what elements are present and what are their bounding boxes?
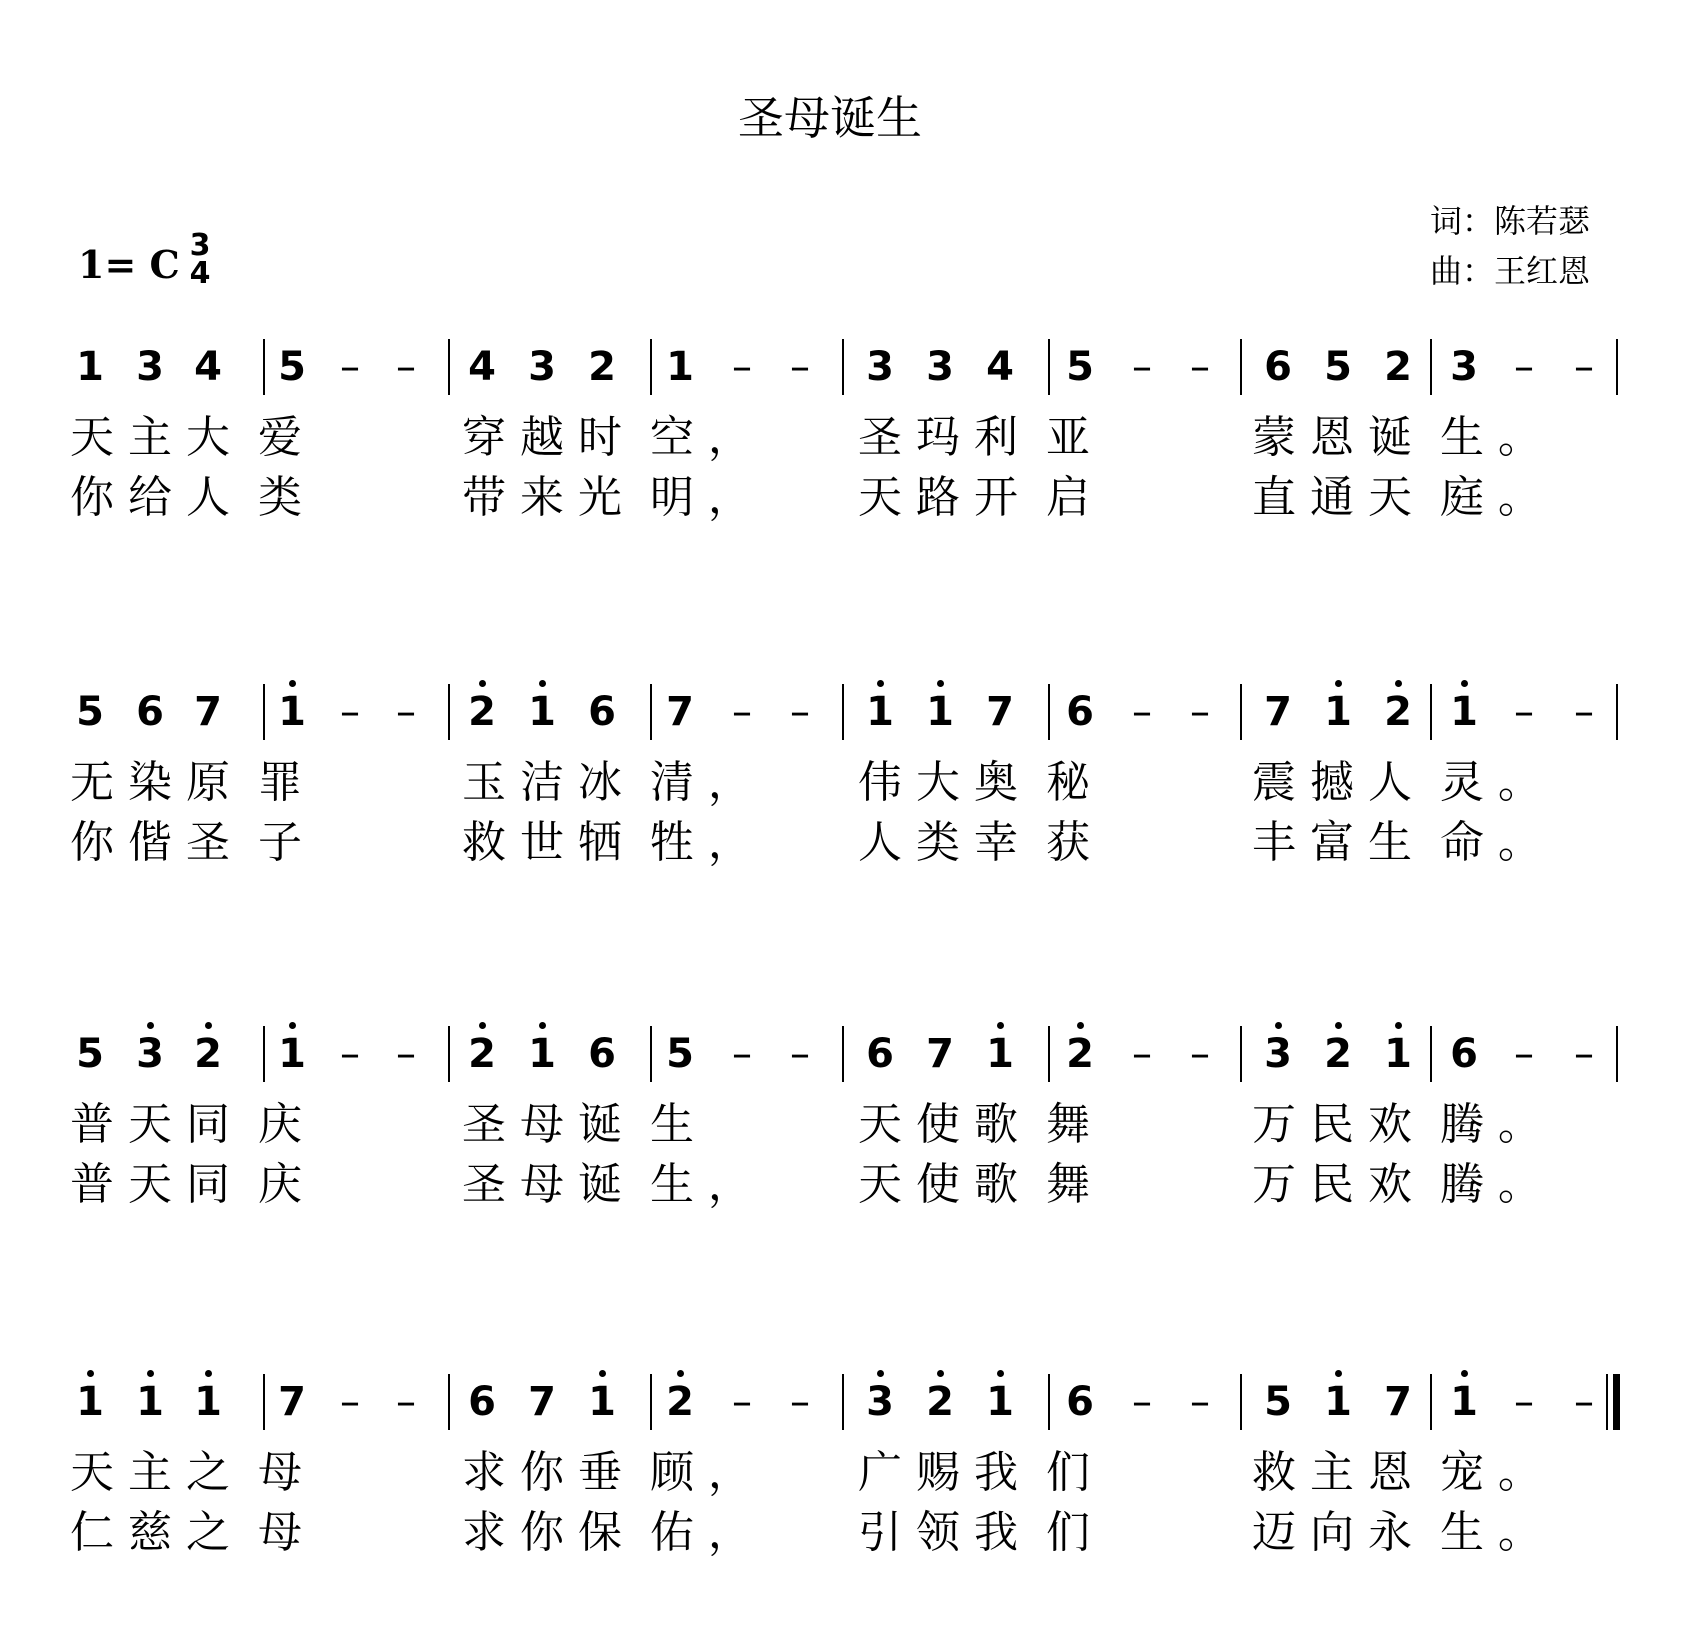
note: 1 xyxy=(1442,1372,1486,1432)
song-title: 圣母诞生 xyxy=(738,91,922,145)
note-extension: – xyxy=(732,689,752,735)
note-extension: – xyxy=(1514,1379,1534,1425)
octave-dot xyxy=(1077,1022,1084,1029)
octave-dot xyxy=(677,1370,684,1377)
note: 2 xyxy=(588,344,616,390)
note: 3 xyxy=(136,344,164,390)
note-extension: – xyxy=(1574,689,1594,735)
barline xyxy=(1616,684,1618,740)
note: 3 xyxy=(858,1372,902,1432)
lyric-phrase: 天 主 大 爱 xyxy=(70,412,302,463)
note-extension: – xyxy=(1190,344,1210,390)
barline xyxy=(1048,1026,1050,1082)
note: 1 xyxy=(520,1024,564,1084)
note-extension: – xyxy=(1514,689,1534,735)
octave-dot xyxy=(1335,680,1342,687)
note: 5 xyxy=(278,344,306,390)
barline xyxy=(842,1374,844,1430)
octave-dot xyxy=(1335,1022,1342,1029)
octave-dot xyxy=(539,680,546,687)
octave-dot xyxy=(87,1370,94,1377)
lyric-phrase: 天 路 开 启 xyxy=(858,472,1090,523)
note-extension: – xyxy=(1132,1031,1152,1077)
barline xyxy=(1240,339,1242,395)
barline xyxy=(448,1374,450,1430)
barline xyxy=(263,684,265,740)
music-system-1 xyxy=(0,337,1686,397)
note-extension: – xyxy=(790,1379,810,1425)
barline xyxy=(1240,1374,1242,1430)
time-signature-numerator: 3 xyxy=(189,228,211,263)
octave-dot xyxy=(937,1370,944,1377)
barline xyxy=(842,339,844,395)
note-extension: – xyxy=(1132,689,1152,735)
octave-dot xyxy=(1275,1022,1282,1029)
lyric-line-verse-1 xyxy=(0,412,1686,464)
note-extension: – xyxy=(1132,1379,1152,1425)
note: 1 xyxy=(1376,1024,1420,1084)
note: 7 xyxy=(1264,689,1292,735)
lyric-phrase: 救 世 牺 牲 ， xyxy=(462,817,752,868)
octave-dot xyxy=(289,1022,296,1029)
lyric-line-verse-2 xyxy=(0,1159,1686,1211)
note-extension: – xyxy=(1190,689,1210,735)
note: 2 xyxy=(918,1372,962,1432)
octave-dot xyxy=(1395,680,1402,687)
note-extension: – xyxy=(1574,1031,1594,1077)
note: 1 xyxy=(76,344,104,390)
lyric-phrase: 伟 大 奥 秘 xyxy=(858,757,1090,808)
lyric-line-verse-1 xyxy=(0,1447,1686,1499)
note: 7 xyxy=(666,689,694,735)
barline xyxy=(1430,684,1432,740)
barline xyxy=(448,1026,450,1082)
octave-dot xyxy=(877,680,884,687)
note: 1 xyxy=(68,1372,112,1432)
note: 1 xyxy=(1316,1372,1360,1432)
lyric-phrase: 万 民 欢 腾 。 xyxy=(1252,1099,1542,1150)
note: 1 xyxy=(270,682,314,742)
lyric-phrase: 求 你 保 佑 ， xyxy=(462,1507,752,1558)
note: 4 xyxy=(194,344,222,390)
octave-dot xyxy=(937,680,944,687)
lyricist-credit: 词：陈若瑟 xyxy=(1430,202,1591,240)
time-signature-denominator: 4 xyxy=(189,256,211,291)
note-extension: – xyxy=(1514,344,1534,390)
octave-dot xyxy=(289,680,296,687)
note: 7 xyxy=(926,1031,954,1077)
note: 3 xyxy=(1450,344,1478,390)
lyric-phrase: 震 撼 人 灵 。 xyxy=(1252,757,1542,808)
note: 7 xyxy=(194,689,222,735)
octave-dot xyxy=(479,1022,486,1029)
lyric-phrase: 广 赐 我 们 xyxy=(858,1447,1090,1498)
lyric-line-verse-1 xyxy=(0,1099,1686,1151)
lyric-phrase: 普 天 同 庆 xyxy=(70,1099,302,1150)
note: 1 xyxy=(978,1024,1022,1084)
key-signature: 1= C xyxy=(78,242,180,287)
octave-dot xyxy=(997,1370,1004,1377)
lyric-phrase: 圣 玛 利 亚 xyxy=(858,412,1090,463)
lyric-phrase: 丰 富 生 命 。 xyxy=(1252,817,1542,868)
note: 6 xyxy=(1450,1031,1478,1077)
final-barline-thick xyxy=(1613,1374,1620,1430)
note: 5 xyxy=(1264,1379,1292,1425)
note-extension: – xyxy=(732,1031,752,1077)
lyric-phrase: 穿 越 时 空 ， xyxy=(462,412,752,463)
octave-dot xyxy=(539,1022,546,1029)
note: 1 xyxy=(580,1372,624,1432)
final-barline-thin xyxy=(1606,1374,1608,1430)
barline xyxy=(650,684,652,740)
barline xyxy=(842,1026,844,1082)
lyric-phrase: 天 使 歌 舞 xyxy=(858,1159,1090,1210)
note: 6 xyxy=(1066,689,1094,735)
note-extension: – xyxy=(1190,1379,1210,1425)
note-extension: – xyxy=(790,1031,810,1077)
note-extension: – xyxy=(340,344,360,390)
lyric-phrase: 救 主 恩 宠 。 xyxy=(1252,1447,1542,1498)
lyric-phrase: 圣 母 诞 生 ， xyxy=(462,1159,752,1210)
note-extension: – xyxy=(1574,344,1594,390)
lyric-phrase: 玉 洁 冰 清 ， xyxy=(462,757,752,808)
note-extension: – xyxy=(1574,1379,1594,1425)
lyric-phrase: 迈 向 永 生 。 xyxy=(1252,1507,1542,1558)
barline xyxy=(1430,1026,1432,1082)
music-system-4 xyxy=(0,1372,1686,1432)
lyric-phrase: 蒙 恩 诞 生 。 xyxy=(1252,412,1542,463)
note: 2 xyxy=(1058,1024,1102,1084)
lyric-phrase: 引 领 我 们 xyxy=(858,1507,1090,1558)
note: 1 xyxy=(978,1372,1022,1432)
barline xyxy=(263,339,265,395)
lyric-phrase: 直 通 天 庭 。 xyxy=(1252,472,1542,523)
octave-dot xyxy=(479,680,486,687)
note: 2 xyxy=(658,1372,702,1432)
note-extension: – xyxy=(1190,1031,1210,1077)
note: 2 xyxy=(1376,682,1420,742)
barline xyxy=(263,1026,265,1082)
barline xyxy=(1048,684,1050,740)
note: 7 xyxy=(278,1379,306,1425)
lyric-line-verse-2 xyxy=(0,1507,1686,1559)
note: 5 xyxy=(1066,344,1094,390)
note: 3 xyxy=(926,344,954,390)
octave-dot xyxy=(599,1370,606,1377)
lyric-phrase: 你 给 人 类 xyxy=(70,472,302,523)
note: 1 xyxy=(520,682,564,742)
note-extension: – xyxy=(396,1379,416,1425)
lyric-phrase: 天 使 歌 舞 xyxy=(858,1099,1090,1150)
lyric-phrase: 天 主 之 母 xyxy=(70,1447,302,1498)
octave-dot xyxy=(1461,680,1468,687)
note: 1 xyxy=(128,1372,172,1432)
octave-dot xyxy=(997,1022,1004,1029)
note: 3 xyxy=(128,1024,172,1084)
note-extension: – xyxy=(790,344,810,390)
note: 4 xyxy=(468,344,496,390)
note: 1 xyxy=(666,344,694,390)
lyric-line-verse-2 xyxy=(0,472,1686,524)
note: 1 xyxy=(1442,682,1486,742)
note-extension: – xyxy=(1514,1031,1534,1077)
note: 5 xyxy=(76,1031,104,1077)
octave-dot xyxy=(205,1370,212,1377)
barline xyxy=(1048,339,1050,395)
note: 2 xyxy=(1316,1024,1360,1084)
note-extension: – xyxy=(732,344,752,390)
lyric-phrase: 仁 慈 之 母 xyxy=(70,1507,302,1558)
barline xyxy=(650,339,652,395)
note: 6 xyxy=(866,1031,894,1077)
time-signature xyxy=(183,228,217,291)
octave-dot xyxy=(147,1022,154,1029)
note: 4 xyxy=(986,344,1014,390)
lyric-phrase: 无 染 原 罪 xyxy=(70,757,302,808)
note-extension: – xyxy=(340,689,360,735)
barline xyxy=(1616,1026,1618,1082)
music-system-2 xyxy=(0,682,1686,742)
note: 6 xyxy=(588,689,616,735)
barline xyxy=(650,1026,652,1082)
note: 6 xyxy=(1264,344,1292,390)
note: 1 xyxy=(1316,682,1360,742)
octave-dot xyxy=(1461,1370,1468,1377)
note-extension: – xyxy=(340,1379,360,1425)
note: 1 xyxy=(186,1372,230,1432)
note-extension: – xyxy=(396,689,416,735)
note: 6 xyxy=(1066,1379,1094,1425)
note: 7 xyxy=(986,689,1014,735)
lyric-phrase: 圣 母 诞 生 xyxy=(462,1099,694,1150)
note: 7 xyxy=(528,1379,556,1425)
lyric-phrase: 普 天 同 庆 xyxy=(70,1159,302,1210)
lyric-phrase: 求 你 垂 顾 ， xyxy=(462,1447,752,1498)
barline xyxy=(1048,1374,1050,1430)
note: 1 xyxy=(858,682,902,742)
octave-dot xyxy=(147,1370,154,1377)
barline xyxy=(1430,1374,1432,1430)
barline xyxy=(1616,339,1618,395)
barline xyxy=(448,684,450,740)
octave-dot xyxy=(877,1370,884,1377)
barline xyxy=(650,1374,652,1430)
note: 2 xyxy=(460,1024,504,1084)
note: 6 xyxy=(588,1031,616,1077)
note: 6 xyxy=(136,689,164,735)
note-extension: – xyxy=(732,1379,752,1425)
octave-dot xyxy=(205,1022,212,1029)
music-system-3 xyxy=(0,1024,1686,1084)
barline xyxy=(1240,684,1242,740)
barline xyxy=(263,1374,265,1430)
lyric-line-verse-2 xyxy=(0,817,1686,869)
note-extension: – xyxy=(396,344,416,390)
barline xyxy=(1240,1026,1242,1082)
note-extension: – xyxy=(396,1031,416,1077)
note: 3 xyxy=(528,344,556,390)
note: 5 xyxy=(76,689,104,735)
note: 1 xyxy=(270,1024,314,1084)
barline xyxy=(1430,339,1432,395)
lyric-phrase: 万 民 欢 腾 。 xyxy=(1252,1159,1542,1210)
lyric-phrase: 人 类 幸 获 xyxy=(858,817,1090,868)
note: 3 xyxy=(866,344,894,390)
note: 5 xyxy=(1324,344,1352,390)
note: 7 xyxy=(1384,1379,1412,1425)
lyric-line-verse-1 xyxy=(0,757,1686,809)
barline xyxy=(842,684,844,740)
note: 5 xyxy=(666,1031,694,1077)
note-extension: – xyxy=(340,1031,360,1077)
lyric-phrase: 带 来 光 明 ， xyxy=(462,472,752,523)
lyric-phrase: 你 偕 圣 子 xyxy=(70,817,302,868)
note: 1 xyxy=(918,682,962,742)
composer-credit: 曲：王红恩 xyxy=(1430,252,1591,290)
barline xyxy=(448,339,450,395)
note: 3 xyxy=(1256,1024,1300,1084)
octave-dot xyxy=(1335,1370,1342,1377)
note: 2 xyxy=(460,682,504,742)
note-extension: – xyxy=(790,689,810,735)
note-extension: – xyxy=(1132,344,1152,390)
octave-dot xyxy=(1395,1022,1402,1029)
note: 2 xyxy=(186,1024,230,1084)
note: 6 xyxy=(468,1379,496,1425)
note: 2 xyxy=(1384,344,1412,390)
